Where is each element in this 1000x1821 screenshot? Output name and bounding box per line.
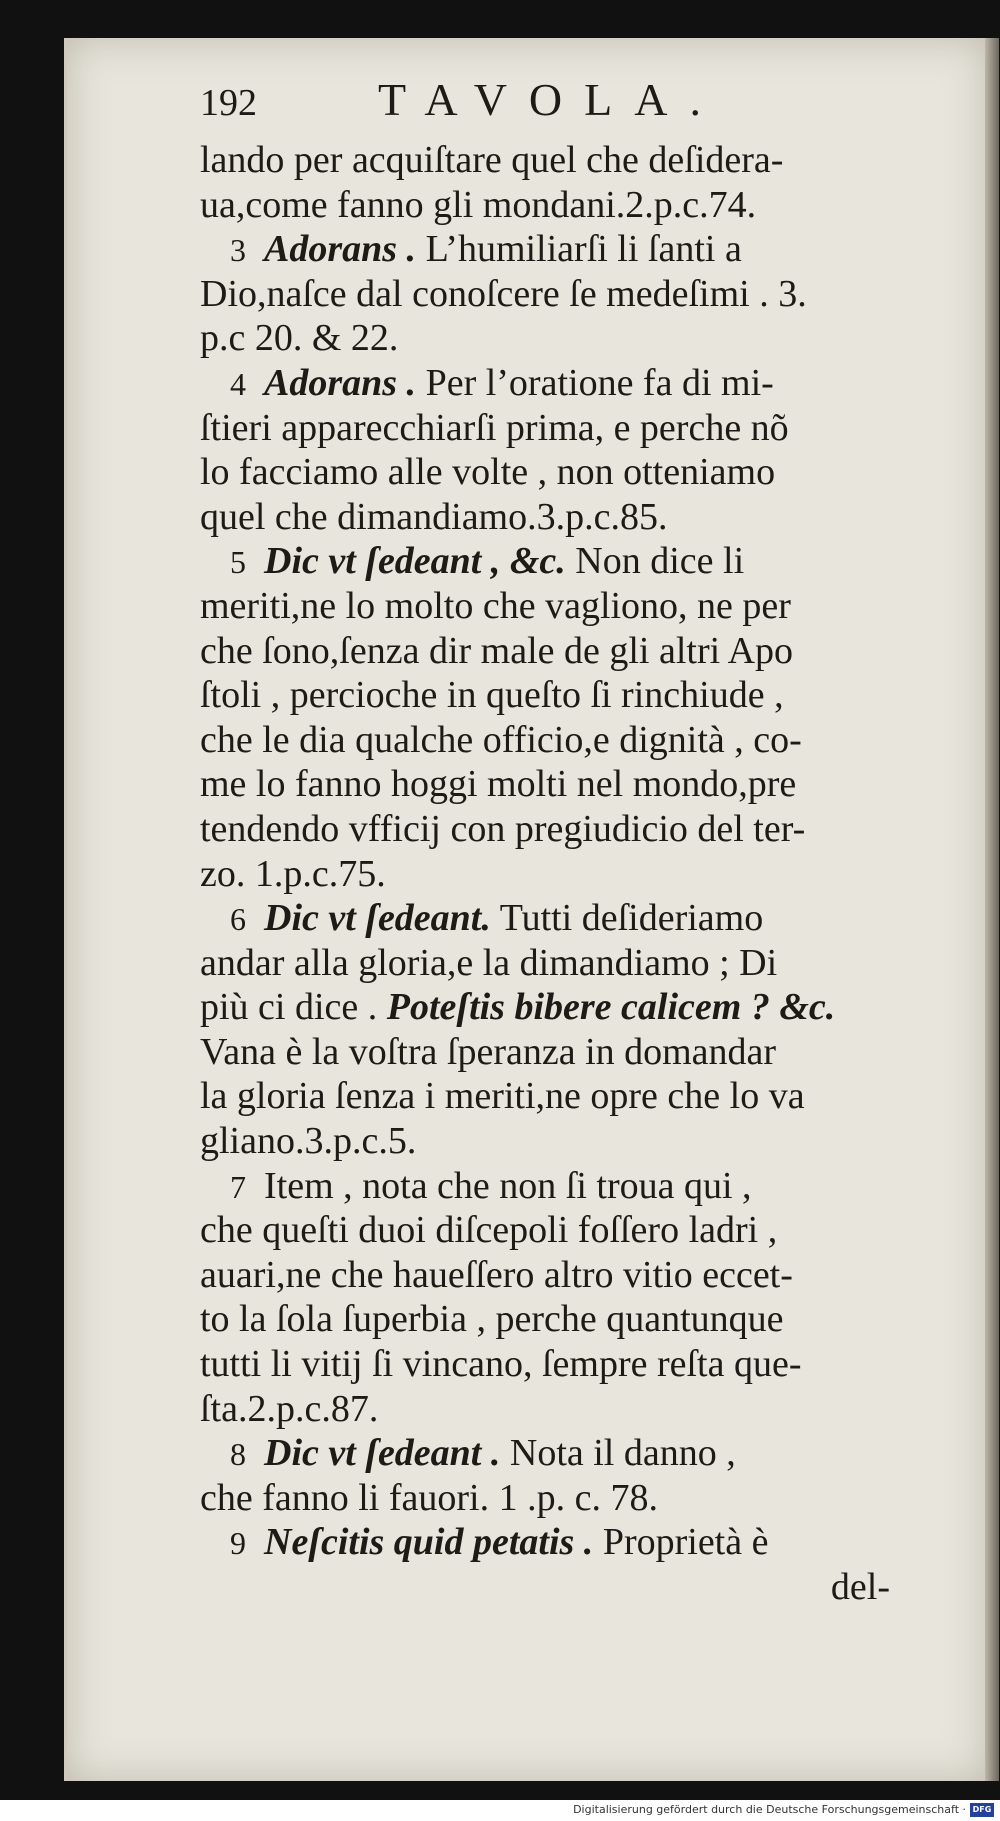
- line-text: tendendo vfficij con pregiudicio del ter-: [200, 807, 806, 850]
- text-line: [200, 406, 960, 451]
- line-text: andar alla gloria,e la dimandiamo ; Di: [200, 941, 778, 984]
- line-text: che le dia qualche officio,e dignità , co-: [200, 718, 802, 761]
- line-text: ua,come fanno gli mondani.2.p.c.74.: [200, 183, 757, 226]
- line-text: Nota il danno ,: [500, 1432, 736, 1475]
- text-line: [200, 1297, 960, 1342]
- page-header: [200, 74, 960, 138]
- text-line: [200, 762, 960, 807]
- line-text: me lo fanno hoggi molti nel mondo,pre: [200, 763, 797, 806]
- text-line: [200, 316, 960, 361]
- line-text: p.c 20. & 22.: [200, 317, 399, 360]
- line-text: auari,ne che haueſſero altro vitio eccet-: [200, 1253, 793, 1296]
- line-text: zo. 1.p.c.75.: [200, 852, 386, 895]
- entry-start-line: [200, 896, 960, 941]
- line-text: Dio,naſce dal conoſcere ſe medeſimi . 3.: [200, 272, 807, 315]
- line-text: del-: [830, 1566, 890, 1608]
- line-text: che ſono,ſenza dir male de gli altri Apo: [200, 629, 794, 672]
- text-line: [200, 1030, 960, 1075]
- line-text: lo facciamo alle volte , non otteniamo: [200, 451, 776, 494]
- entry-number: 6: [230, 901, 246, 938]
- latin-lemma: Adorans .: [264, 361, 417, 404]
- line-text: tutti li vitij ſi vincano, ſempre reſta que-: [200, 1343, 802, 1386]
- entry-start-line: [200, 1520, 960, 1565]
- text-line: [200, 495, 960, 540]
- line-text: più ci dice .: [200, 986, 387, 1029]
- line-text: Proprietà è: [593, 1521, 769, 1564]
- latin-lemma: Neſcitis quid petatis .: [264, 1521, 594, 1564]
- line-text: lando per acquiſtare quel che deſidera-: [200, 139, 784, 181]
- line-text: to la ſola ſuperbia , perche quantunque: [200, 1298, 784, 1341]
- entry-start-line: [200, 227, 960, 272]
- text-line: [200, 941, 960, 986]
- line-text: che queſti duoi diſcepoli foſſero ladri ,: [200, 1209, 778, 1252]
- text-line: [200, 1074, 960, 1119]
- latin-lemma: Dic vt ſedeant.: [264, 897, 491, 940]
- line-text: ſtoli , percioche in queſto ſi rinchiude ,: [200, 674, 784, 717]
- line-text: L’humiliarſi li ſanti a: [416, 228, 742, 271]
- running-title: TAVOLA.: [378, 74, 723, 125]
- latin-lemma: Adorans .: [264, 228, 417, 271]
- text-line: [200, 807, 960, 852]
- latin-lemma: Dic vt ſedeant , &c.: [264, 540, 566, 583]
- text-line: [200, 1387, 960, 1432]
- catchword: [200, 1565, 960, 1610]
- latin-lemma: Dic vt ſedeant .: [264, 1432, 501, 1475]
- line-text: quel che dimandiamo.3.p.c.85.: [200, 495, 668, 538]
- dfg-logo: DFG: [970, 1803, 994, 1817]
- text-line: [200, 138, 960, 183]
- line-text: Non dice li: [565, 540, 745, 583]
- latin-quotation: Poteſtis bibere calicem ? &c.: [386, 986, 836, 1029]
- page-number: 192: [200, 82, 257, 124]
- text-line: [200, 1342, 960, 1387]
- entry-number: 9: [230, 1525, 246, 1562]
- entry-number: 3: [230, 232, 246, 269]
- line-text: ſtieri apparecchiarſi prima, e perche nõ: [200, 406, 789, 449]
- line-text: Tutti deſideriamo: [490, 897, 764, 940]
- text-line: [200, 1208, 960, 1253]
- line-text: meriti,ne lo molto che vagliono, ne per: [200, 584, 791, 627]
- text-line: [200, 450, 960, 495]
- text-line: [200, 1476, 960, 1521]
- text-line: [200, 584, 960, 629]
- entry-start-line: [200, 539, 960, 584]
- line-text: Vana è la voſtra ſperanza in domandar: [200, 1030, 777, 1073]
- text-lines: [200, 138, 960, 1610]
- text-line: [200, 629, 960, 674]
- text-line: [200, 673, 960, 718]
- footer-bar: [0, 1800, 1000, 1821]
- text-line: [200, 852, 960, 897]
- entry-start-line: [200, 1164, 960, 1209]
- text-line: [200, 1119, 960, 1164]
- page-edge: [985, 38, 999, 1781]
- text-line: [200, 183, 960, 228]
- text-line: [200, 1253, 960, 1298]
- line-text: ſta.2.p.c.87.: [200, 1387, 379, 1430]
- text-line: [200, 985, 960, 1030]
- text-line: [200, 272, 960, 317]
- text-line: [200, 718, 960, 763]
- entry-number: 4: [230, 365, 246, 402]
- entry-start-line: [200, 1431, 960, 1476]
- entry-number: 7: [230, 1168, 246, 1205]
- line-text: gliano.3.p.c.5.: [200, 1120, 417, 1163]
- entry-number: 5: [230, 544, 246, 581]
- page-text: [200, 74, 960, 1610]
- entry-start-line: [200, 361, 960, 406]
- entry-number: 8: [230, 1436, 246, 1473]
- line-text: che fanno li fauori. 1 .p. c. 78.: [200, 1476, 658, 1519]
- line-text: Per l’oratione fa di mi-: [416, 361, 774, 404]
- line-text: la gloria ſenza i meriti,ne opre che lo va: [200, 1075, 805, 1118]
- line-text: Item , nota che non ſi troua qui ,: [264, 1164, 752, 1207]
- digitization-credit: Digitalisierung gefördert durch die Deutsche Forschungsgemeinschaft ·: [573, 1803, 966, 1816]
